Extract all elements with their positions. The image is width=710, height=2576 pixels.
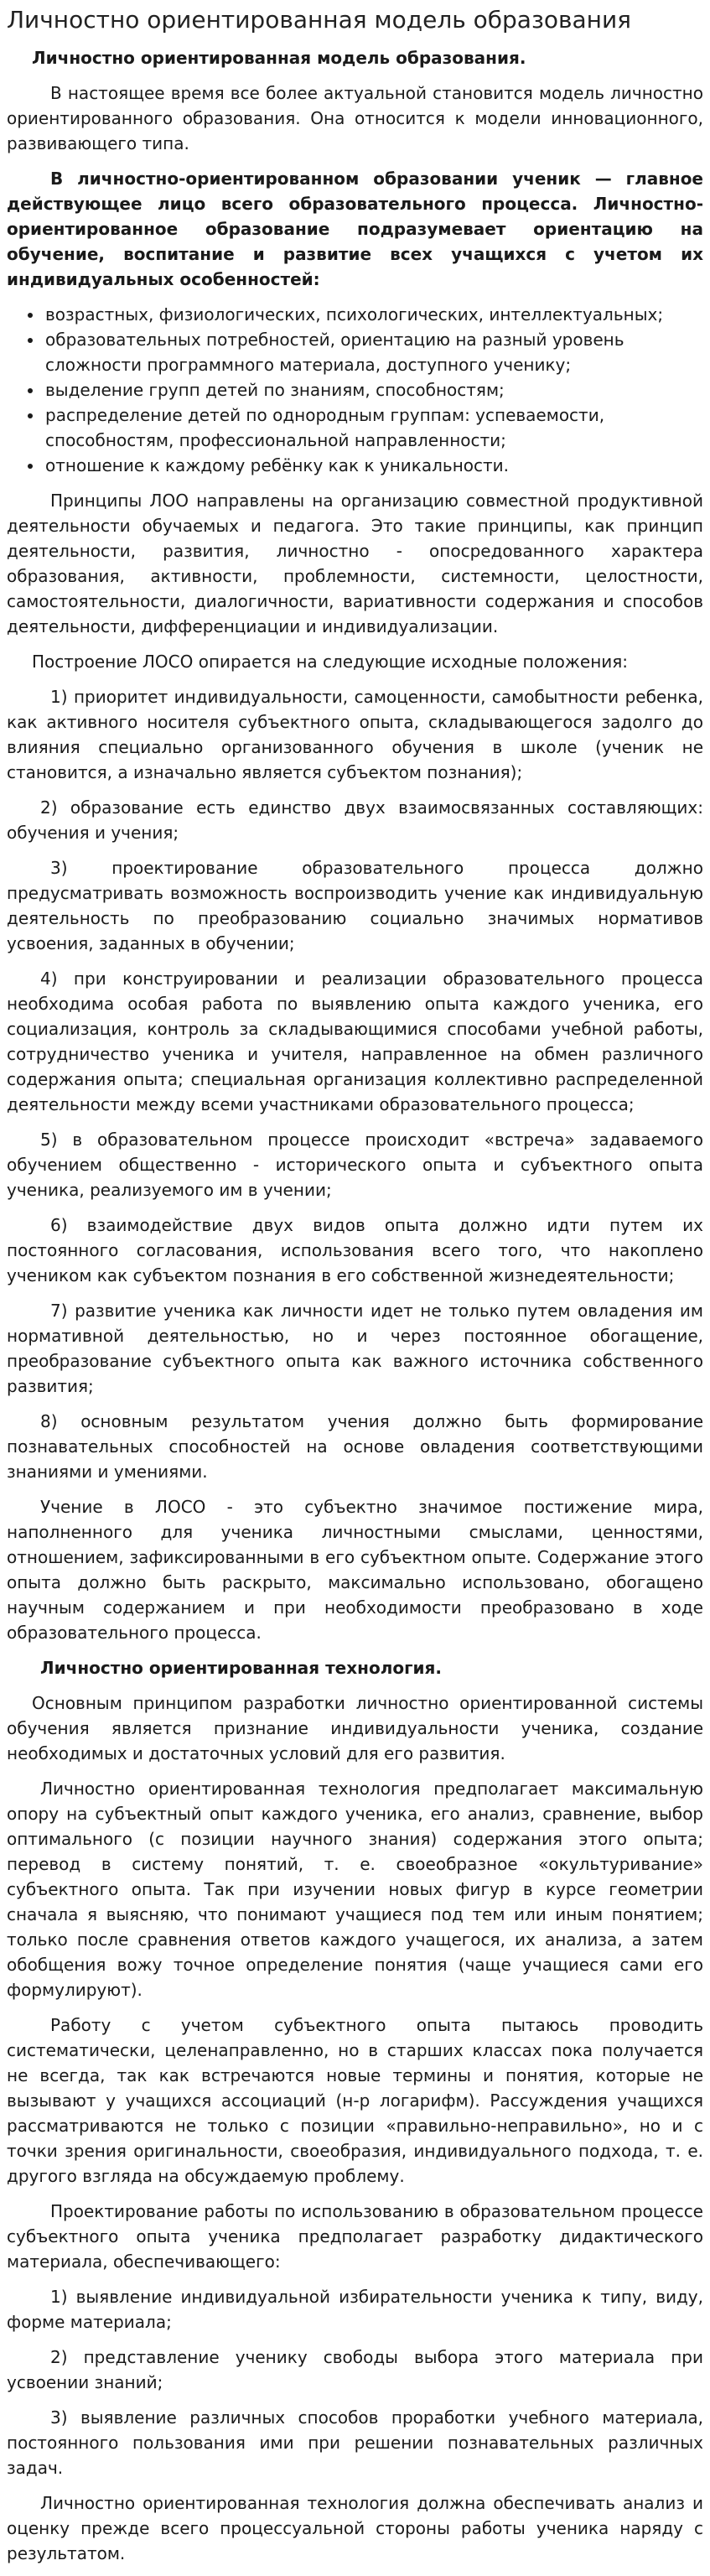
position-item: 2) образование есть единство двух взаимосвязанных составляющих: обучения и учения;: [7, 797, 703, 843]
list-item: • выделение групп детей по знаниям, способностям;: [44, 377, 703, 402]
closing-paragraph: Личностно ориентированная технология должна обеспечивать анализ и оценку прежде всего процессуальной стороны работы ученика наряду с результатом.: [7, 2493, 703, 2563]
list-item: • образовательных потребностей, ориентацию на разный уровень сложности программного материала, доступного ученику;: [44, 327, 703, 377]
intro-paragraph: В настоящее время все более актуальной становится модель личностно ориентированного образования. Она относится к модели инновационного, развивающего типа.: [7, 83, 703, 153]
principles-paragraph: Принципы ЛОО направлены на организацию совместной продуктивной деятельности обучаемых и педагога. Это такие принципы, как принцип деятельности, развития, личностно - опосредованного характера образования, активности, проблемности, системности, целостности, самостоятельности, диалогичности, вариативности содержания и способов деятельности, дифференциации и индивидуализации.: [7, 491, 703, 636]
position-item: 5) в образовательном процессе происходит «встреча» задаваемого обучением общественно - исторического опыта и субъектного опыта ученика, реализуемого им в учении;: [7, 1130, 703, 1200]
position-item: 1) приоритет индивидуальности, самоценности, самобытности ребенка, как активного носителя субъектного опыта, складывающегося задолго до влияния специально организованного обучения в школе (ученик не становится, а изначально является субъектом познания);: [7, 687, 703, 782]
features-list: [7, 302, 703, 478]
page-title: Личностно ориентированная модель образования: [7, 6, 631, 34]
list-item: • распределение детей по однородным группам: успеваемости, способностям, профессиональной направленности;: [44, 402, 703, 453]
didactic-item: 3) выявление различных способов проработки учебного материала, постоянного пользования ими при решении познавательных различных задач.: [7, 2407, 703, 2478]
position-item: 3) проектирование образовательного процесса должно предусматривать возможность воспроизводить учение как индивидуальную деятельность по преобразованию социально значимых нормативов усвоения, заданных в обучении;: [7, 858, 703, 953]
position-item: 7) развитие ученика как личности идет не только путем овладения им нормативной деятельностью, но и через постоянное обогащение, преобразование субъектного опыта как важного источника собственного развития;: [7, 1301, 703, 1396]
list-item: • отношение к каждому ребёнку как к уникальности.: [44, 453, 703, 478]
central-paragraph: В личностно-ориентированном образовании ученик — главное действующее лицо всего образовательного процесса. Личностно-ориентированное образование подразумевает ориентацию на обучение, воспитание и развитие всех учащихся с учетом их индивидуальных особенностей:: [7, 169, 703, 289]
didactic-item: 1) выявление индивидуальной избирательности ученика к типу, виду, форме материала;: [7, 2287, 703, 2332]
didactic-item: 2) представление ученику свободы выбора этого материала при усвоении знаний;: [7, 2347, 703, 2392]
technology-principle-paragraph: Основным принципом разработки личностно ориентированной системы обучения является признание индивидуальности ученика, создание необходимых и достаточных условий для его развития.: [7, 1693, 703, 1763]
learning-paragraph: Учение в ЛОСО - это субъектно значимое постижение мира, наполненного для ученика личностными смыслами, ценностями, отношением, зафиксированными в его субъектном опыте. Содержание этого опыта должно быть раскрыто, максимально использовано, обогащено научным содержанием и при необходимости преобразовано в ходе образовательного процесса.: [7, 1497, 703, 1643]
technology-design-paragraph: Проектирование работы по использованию в образовательном процессе субъектного опыта ученика предполагает разработку дидактического материала, обеспечивающего:: [7, 2201, 703, 2272]
section-heading: Личностно ориентированная модель образования.: [32, 48, 526, 68]
position-item: 4) при конструировании и реализации образовательного процесса необходима особая работа по выявлению опыта каждого ученика, его социализация, контроль за складывающимися способами учебной работы, сотрудничество ученика и учителя, направленное на обмен различного содержания опыта; специальная организация коллективно распределенной деятельности между всеми участниками образовательного процесса;: [7, 969, 703, 1114]
technology-support-paragraph: Личностно ориентированная технология предполагает максимальную опору на субъектный опыт каждого ученика, его анализ, сравнение, выбор оптимального (с позиции научного знания) содержания этого опыта; перевод в систему понятий, т. е. своеобразное «окультуривание» субъектного опыта. Так при изучении новых фигур в курсе геометрии сначала я выясняю, что понимают учащиеся под тем или иным понятием; только после сравнения ответов каждого учащегося, их анализа, а затем обобщения вожу точное определение понятия (чаще учащиеся сами его формулируют).: [7, 1779, 703, 2000]
position-item: 8) основным результатом учения должно быть формирование познавательных способностей на основе овладения соответствующими знаниями и умениями.: [7, 1411, 703, 1482]
technology-heading: Личностно ориентированная технология.: [40, 1658, 442, 1678]
construction-paragraph: Построение ЛОСО опирается на следующие исходные положения:: [32, 652, 629, 672]
position-item: 6) взаимодействие двух видов опыта должно идти путем их постоянного согласования, использования всего того, что накоплено учеником как субъектом познания в его собственной жизнедеятельности;: [7, 1215, 703, 1285]
list-item: • возрастных, физиологических, психологических, интеллектуальных;: [44, 302, 703, 327]
technology-work-paragraph: Работу с учетом субъектного опыта пытаюсь проводить систематически, целенаправленно, но в старших классах пока получается не всегда, так как встречаются новые термины и понятия, которые не вызывают у учащихся ассоциаций (н-р логарифм). Рассуждения учащихся рассматриваются не только с позиции «правильно-неправильно», но и с точки зрения оригинальности, своеобразия, индивидуального подхода, т. е. другого взгляда на обсуждаемую проблему.: [7, 2015, 703, 2186]
